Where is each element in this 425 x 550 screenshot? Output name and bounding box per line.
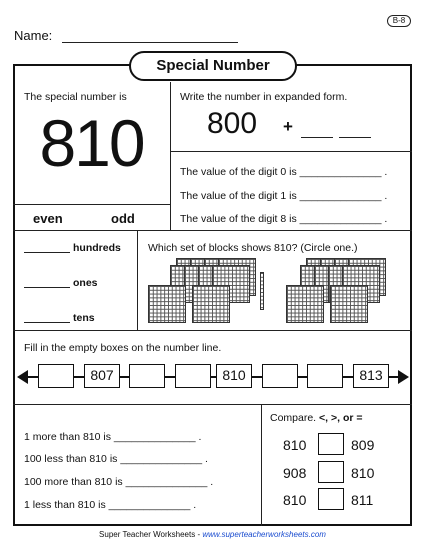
numberline-box-2: 807	[84, 364, 120, 388]
even-option[interactable]: even	[33, 211, 63, 226]
arrow-right-icon	[398, 370, 409, 384]
footer	[0, 530, 425, 539]
hundred-flat	[192, 285, 230, 323]
ones-label: ones	[73, 277, 98, 289]
ones-blank[interactable]	[24, 287, 70, 288]
numberline-box-1[interactable]	[38, 364, 74, 388]
arrow-left-icon	[17, 370, 28, 384]
digit-value-8[interactable]: The value of the digit 8 is ______________ .	[180, 213, 388, 225]
hundreds-blank[interactable]	[24, 252, 70, 253]
divider-row1	[13, 230, 412, 231]
numberline-box-6[interactable]	[262, 364, 298, 388]
divider-row3	[13, 404, 412, 405]
numberline-box-4[interactable]	[175, 364, 211, 388]
one-more-question[interactable]: 1 more than 810 is ______________ .	[24, 431, 202, 443]
compare-right-2: 810	[351, 465, 375, 481]
ten-rod	[260, 272, 264, 310]
compare-right-1: 809	[351, 437, 375, 453]
hundreds-label: hundreds	[73, 242, 121, 254]
hundred-flat	[286, 285, 324, 323]
divider-col-blocks	[137, 230, 138, 330]
numberline-box-3[interactable]	[129, 364, 165, 388]
compare-box-3[interactable]	[318, 488, 344, 510]
compare-prompt-prefix: Compare.	[270, 412, 317, 424]
plus-sign: +	[283, 117, 293, 136]
odd-option[interactable]: odd	[111, 211, 135, 226]
page-title: Special Number	[129, 51, 297, 81]
numberline-box-5: 810	[216, 364, 252, 388]
special-number: 810	[39, 106, 144, 180]
one-less-question[interactable]: 1 less than 810 is ______________ .	[24, 499, 197, 511]
worksheet-code-badge: B-8	[387, 15, 411, 27]
tens-blank[interactable]	[24, 322, 70, 323]
block-set-b[interactable]	[286, 258, 404, 324]
digit-value-0[interactable]: The value of the digit 0 is ______________ .	[180, 166, 388, 178]
tens-label: tens	[73, 312, 95, 324]
expanded-form-prompt: Write the number in expanded form.	[180, 91, 348, 103]
numberline-prompt: Fill in the empty boxes on the number line.	[24, 342, 222, 354]
digit-value-1[interactable]: The value of the digit 1 is ______________ .	[180, 190, 388, 202]
divider-col-top	[170, 82, 171, 230]
hundred-more-question[interactable]: 100 more than 810 is ______________ .	[24, 476, 214, 488]
hundred-flat	[148, 285, 186, 323]
compare-prompt	[270, 413, 363, 424]
block-set-a[interactable]	[148, 258, 266, 324]
divider-row2	[13, 330, 412, 331]
name-label: Name:	[14, 28, 53, 43]
divider-expanded-digits	[170, 151, 412, 152]
compare-box-2[interactable]	[318, 461, 344, 483]
name-line[interactable]	[62, 42, 238, 43]
compare-left-1: 810	[283, 437, 307, 453]
compare-right-3: 811	[351, 492, 374, 508]
footer-url-link[interactable]: www.superteacherworksheets.com	[202, 530, 326, 539]
expanded-blank-ones[interactable]	[339, 137, 371, 138]
blocks-prompt: Which set of blocks shows 810? (Circle one.)	[148, 242, 358, 254]
divider-even-odd	[13, 204, 170, 205]
divider-col-compare	[261, 404, 262, 526]
special-number-label: The special number is	[24, 91, 127, 103]
compare-left-2: 908	[283, 465, 307, 481]
hundred-flat	[330, 285, 368, 323]
footer-brand: Super Teacher Worksheets -	[99, 530, 201, 539]
hundred-less-question[interactable]: 100 less than 810 is ______________ .	[24, 453, 208, 465]
expanded-hundreds-value: 800	[207, 107, 258, 140]
expanded-blank-tens[interactable]	[301, 137, 333, 138]
compare-left-3: 810	[283, 492, 307, 508]
numberline-box-8: 813	[353, 364, 389, 388]
numberline-box-7[interactable]	[307, 364, 343, 388]
compare-box-1[interactable]	[318, 433, 344, 455]
compare-symbols: <, >, or =	[319, 412, 363, 424]
